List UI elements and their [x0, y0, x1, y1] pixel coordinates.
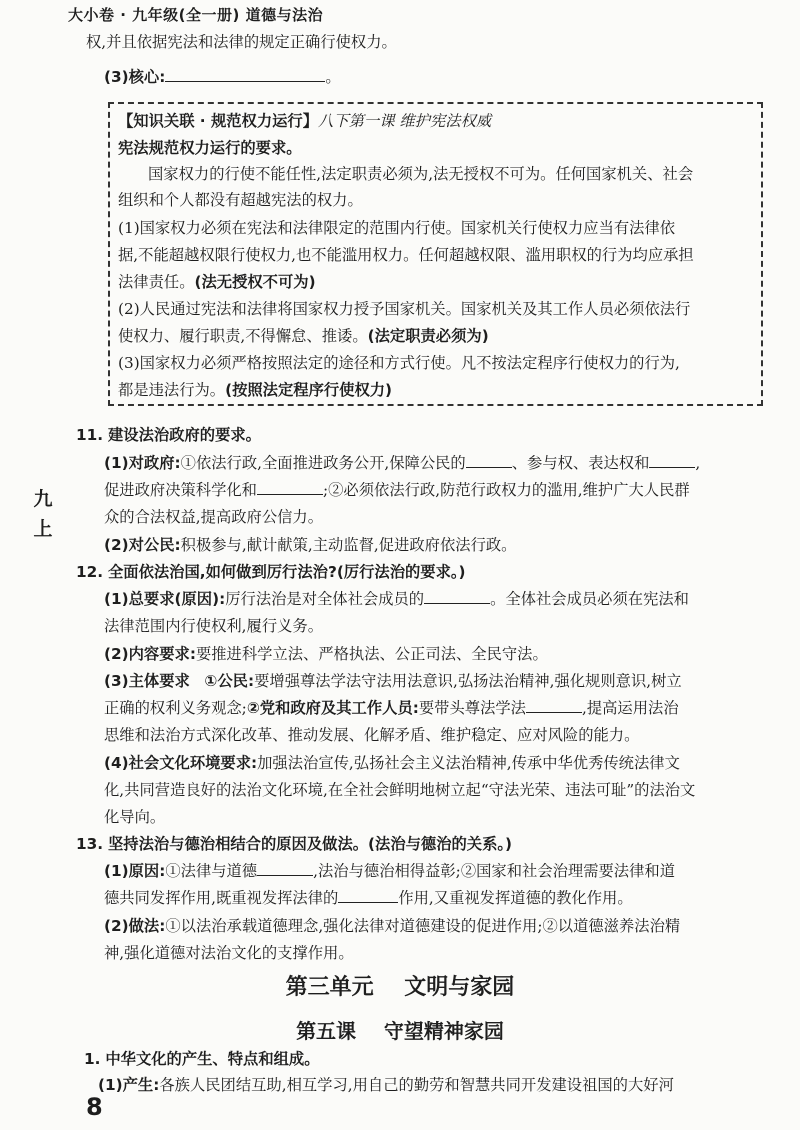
- text-line: 思维和法治方式深化改革、推动发展、化解矛盾、维护稳定、应对风险的能力。: [104, 726, 640, 744]
- side-label: 九上: [33, 488, 53, 540]
- text-line: 促进政府决策科学化和 ;②必须依法行政,防范行政权力的滥用,维护广大人民群: [104, 481, 690, 499]
- unit-title: 第三单元 文明与家园: [285, 975, 515, 1000]
- text-line: (4)社会文化环境要求:加强法治宣传,弘扬社会主义法治精神,传承中华优秀传统法律文: [104, 754, 680, 772]
- question-1-title: 1. 中华文化的产生、特点和组成。: [84, 1050, 320, 1068]
- question-12-title: 12. 全面依法治国,如何做到厉行法治?(厉行法治的要求。): [76, 563, 466, 581]
- text-line: (1)对政府:①依法行政,全面推进政务公开,保障公民的 、参与权、表达权和 ,: [104, 454, 701, 472]
- text-line: 据,不能超越权限行使权力,也不能滥用权力。任何超越权限、滥用职权的行为均应承担: [118, 246, 694, 264]
- page-number: 8: [86, 1093, 103, 1121]
- blank: [526, 698, 582, 713]
- core-label: (3)核心:: [104, 68, 166, 86]
- text-line: 权,并且依据宪法和法律的规定正确行使权力。: [86, 33, 397, 51]
- text-line: (2)对公民:积极参与,献计献策,主动监督,促进政府依法行政。: [104, 536, 517, 554]
- text-line: 德共同发挥作用,既重视发挥法律的 作用,又重视发挥道德的教化作用。: [104, 889, 633, 907]
- text-line: 组织和个人都没有超越宪法的权力。: [118, 191, 363, 209]
- text-line: 法律责任。(法无授权不可为): [118, 273, 316, 291]
- blank: [466, 453, 512, 468]
- text-line: (2)内容要求:要推进科学立法、严格执法、公正司法、全民守法。: [104, 645, 548, 663]
- handwritten-note: 八下第一课 维护宪法权威: [318, 112, 492, 130]
- text-line: (1)总要求(原因):厉行法治是对全体社会成员的 。全体社会成员必须在宪法和: [104, 590, 689, 608]
- text-line: (1)国家权力必须在宪法和法律限定的范围内行使。国家机关行使权力应当有法律依: [118, 219, 676, 237]
- blank: [257, 480, 323, 495]
- text-line: 都是违法行为。(按照法定程序行使权力): [118, 381, 393, 399]
- text-line: 化导向。: [104, 808, 166, 826]
- lesson-title: 第五课 守望精神家园: [296, 1019, 504, 1043]
- text-line: 众的合法权益,提高政府公信力。: [104, 508, 324, 526]
- knowledge-tag: 【知识关联 · 规范权力运行】: [118, 112, 319, 130]
- text-line: (1)原因:①法律与道德 ,法治与德治相得益彰;②国家和社会治理需要法律和道: [104, 862, 675, 880]
- question-13-title: 13. 坚持法治与德治相结合的原因及做法。(法治与德治的关系。): [76, 835, 513, 853]
- text-line: (2)做法:①以法治承载道德理念,强化法律对道德建设的促进作用;②以道德滋养法治精: [104, 917, 681, 935]
- knowledge-heading: 宪法规范权力运行的要求。: [118, 139, 302, 157]
- text-line: (3)主体要求 ①公民:要增强尊法学法守法用法意识,弘扬法治精神,强化规则意识,树立: [104, 672, 682, 690]
- text-line: 国家权力的行使不能任性,法定职责必须为,法无授权不可为。任何国家机关、社会: [148, 165, 694, 183]
- knowledge-tag-line: [118, 110, 491, 132]
- blank: [649, 453, 695, 468]
- text-line: (2)人民通过宪法和法律将国家权力授予国家机关。国家机关及其工作人员必须依法行: [118, 300, 691, 318]
- text-line: 神,强化道德对法治文化的支撑作用。: [104, 944, 354, 962]
- text-line: 正确的权利义务观念;②党和政府及其工作人员:要带头尊法学法 ,提高运用法治: [104, 699, 679, 717]
- question-11-title: 11. 建设法治政府的要求。: [76, 426, 261, 444]
- text-line: (3)国家权力必须严格按照法定的途径和方式行使。凡不按法定程序行使权力的行为,: [118, 354, 680, 372]
- blank: [165, 67, 325, 82]
- blank: [338, 888, 398, 903]
- text-line: 使权力、履行职责,不得懈怠、推诿。(法定职责必须为): [118, 327, 489, 345]
- blank: [257, 861, 313, 876]
- text-line: 法律范围内行使权利,履行义务。: [104, 617, 324, 635]
- text-line: 化,共同营造良好的法治文化环境,在全社会鲜明地树立起“守法光荣、违法可耻”的法治文: [104, 781, 696, 799]
- blank: [424, 589, 490, 604]
- core-line: (3)核心: 。: [104, 68, 341, 86]
- text-line: (1)产生:各族人民团结互助,相互学习,用自己的勤劳和智慧共同开发建设祖国的大好河: [98, 1076, 674, 1094]
- page-header: 大小卷 · 九年级(全一册) 道德与法治: [68, 6, 324, 24]
